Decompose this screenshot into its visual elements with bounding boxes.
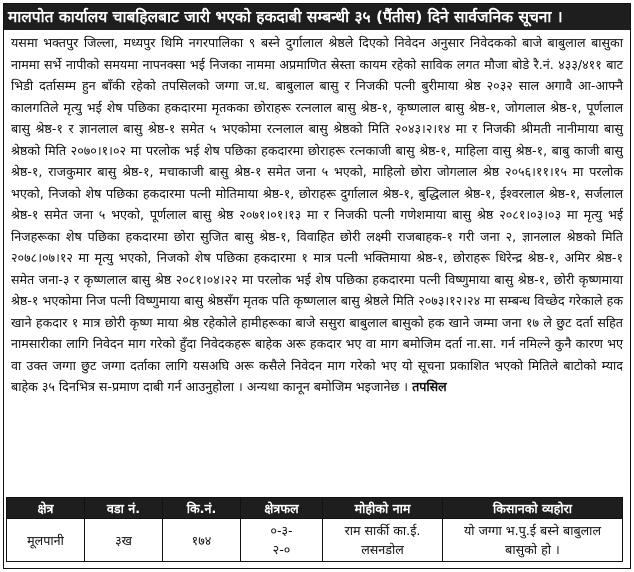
cell-area: मूलपानी: [7, 519, 85, 562]
header-ward: वडा नं.: [85, 498, 163, 519]
schedule-heading: तपसिल: [412, 379, 447, 394]
cell-size-line-2: २-०: [272, 542, 291, 557]
schedule-header-row: [7, 498, 623, 519]
cell-size: [241, 519, 323, 562]
cell-plot: १७४: [163, 519, 241, 562]
notice-title: मालपोत कार्यालय चाबहिलबाट जारी भएको हकदाबी सम्बन्धी ३५ (पैंतीस) दिने सार्वजनिक सूचना ।: [4, 4, 630, 30]
header-remark: किसानको व्यहोरा: [443, 498, 623, 519]
cell-remark-line-1: यो जग्गा भ.पु.ई बस्ने बाबुलाल: [464, 523, 601, 538]
header-plot: कि.नं.: [163, 498, 241, 519]
cell-tenant: [323, 519, 443, 562]
notice-body: [4, 30, 630, 398]
public-notice: [3, 3, 631, 569]
cell-remark: [443, 519, 623, 562]
cell-remark-line-2: बासुको हो ।: [505, 542, 560, 557]
cell-ward: ३ख: [85, 519, 163, 562]
header-area: क्षेत्र: [7, 498, 85, 519]
notice-body-text: यसमा भक्तपुर जिल्ला, मध्यपुर थिमि नगरपालिका ९ बस्ने दुर्गालाल श्रेष्ठले दिएको निवेदन अनुसार निवेदकको बाजे बाबुलाल बासुका नाममा सर्भे नापीको समयमा नापनक्सा भई निजका नाममा अप्रमाणित स्रेस्ता कायम रहेको साविक लगत मौजा बोडे रै.नं. ४३३/४११ बाट भिडी दर्तासम्म हुन बाँकी रहेको तपसिलको जग्गा ज.ध. बाबुलाल बासु र निजकी पत्नी बुरीमाया श्रेष्ठ २०३२ साल अगावै आ-आफ्नै कालगतिले मृत्यु भई शेष पछिका हकदारमा मृतकका छोराहरू रत्नलाल बासु श्रेष्ठ-१, कृष्णलाल बासु श्रेष्ठ-१, जोगलाल श्रेष्ठ-१, पूर्णलाल बासु श्रेष्ठ-१ र ज्ञानलाल बासु श्रेष्ठ-१ समेत ५ भएकोमा रत्नलाल बासु श्रेष्ठको मिति २०४३।२।१४ मा र निजकी श्रीमती नानीमाया बासु श्रेष्ठको मिति २०७०।१।०२ मा परलोक भई शेष पछिका हकदारमा छोराहरू रत्नकाजी बासु श्रेष्ठ-१, माहिला वासु श्रेष्ठ-१, बाबु काजी बासु श्रेष्ठ-१, राजकुमार बासु श्रेष्ठ-१, मचाकाजी बासु श्रेष्ठ-१ समेत जना ५ भएको, माहिलो छोरा जोगलाल श्रेष्ठ २०५६।११।१५ मा परलोक भएको, निजको शेष पछिका हकदारमा पत्नी मोतिमाया श्रेष्ठ-१, छोराहरू दुर्गालाल श्रेष्ठ-१, बुद्धिलाल श्रेष्ठ-१, ईश्वरलाल श्रेष्ठ-१, सर्जलाल श्रेष्ठ-१ समेत जना ५ भएको, पूर्णलाल बासु श्रेष्ठ २०७१।०१।१३ मा र निजकी पत्नी गणेशमाया बासु श्रेष्ठ २०८१।०३।०३ मा मृत्यु भई निजहरूका शेष पछिका हकदारमा छोरा सुजित बासु श्रेष्ठ-१, विवाहित छोरी लक्ष्मी राजबाहक-१ गरी जना २, ज्ञानलाल श्रेष्ठको मिति २०७८।०७।१२ मा मृत्यु भएको, निजको शेष पछिका हकदारमा १ मात्र पत्नी भक्तिमाया श्रेष्ठ-१, छोराहरू धिरेन्द्र श्रेष्ठ-१, अमिर श्रेष्ठ-१ समेत जना-३ र कृष्णलाल बासु श्रेष्ठ २०८१।०४।२२ मा परलोक भई शेष पछिका हकदारमा पत्नी विष्णुमाया बासु श्रेष्ठ-१, छोरी कृष्णमाया श्रेष्ठ-१ भएकोमा निज पत्नी विष्णुमाया बासु श्रेष्ठसँग मृतक पति कृष्णलाल बासु श्रेष्ठले मिति २०७३।१२।२४ मा सम्बन्ध विच्छेद गरेकाले हक खाने हकदार १ मात्र छोरी कृष्ण माया श्रेष्ठ रहेकोले हामीहरूका बाजे ससुरा बाबुलाल बासुको हक खाने जम्मा जना १७ ले छुट दर्ता सहित नामसारीका लागि निवेदन माग गरेको हुँदा निवेदकहरू बाहेक अरू हकदार भए वा माग बमोजिम दर्ता ना.सा. गर्न नमिल्ने कुनै कारण भए वा उक्त जग्गा छुट जग्गा दर्ताका लागि यसअघि अरू कसैले निवेदन माग गरेको भए यो सूचना प्रकाशित भएको मितिले बाटोको म्याद बाहेक ३५ दिनभित्र स-प्रमाण दाबी गर्न आउनुहोला । अन्यथा कानून बमोजिम भइजानेछ ।: [11, 35, 623, 394]
cell-size-line-1: ०-३-: [270, 523, 293, 538]
table-row: [7, 519, 623, 562]
header-tenant: मोहीको नाम: [323, 498, 443, 519]
schedule-table: [6, 497, 623, 562]
cell-tenant-line-1: राम सार्की का.ई.: [344, 523, 421, 538]
cell-tenant-line-2: लसनडोल: [361, 542, 404, 557]
header-size: क्षेत्रफल: [241, 498, 323, 519]
